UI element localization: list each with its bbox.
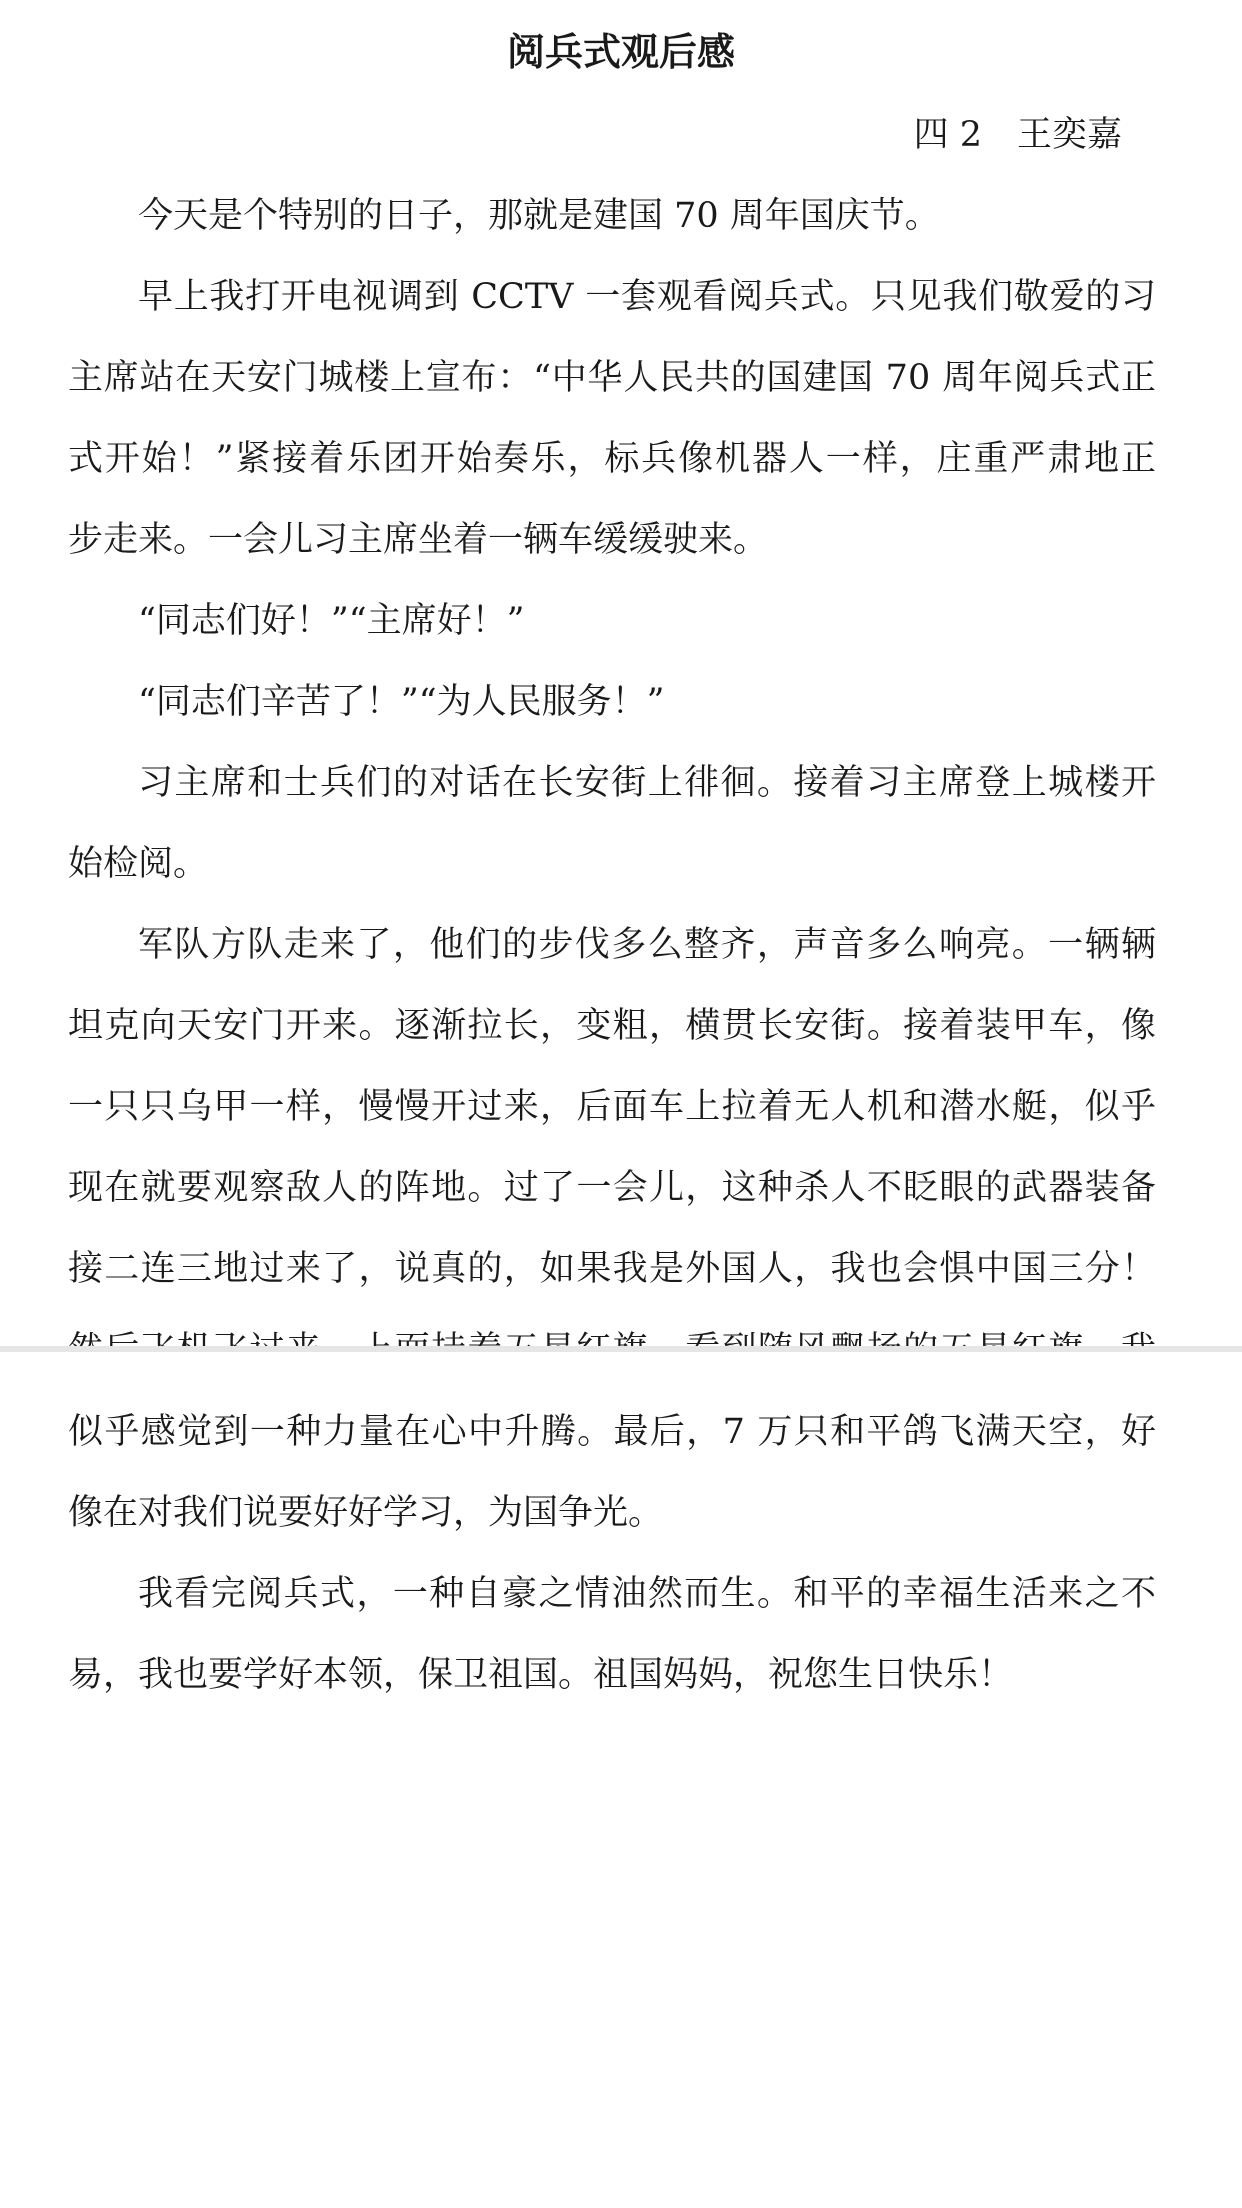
essay-body-page-2 [68, 1392, 1156, 1716]
text-line: 似乎感觉到一种力量在心中升腾。最后，7 万只和平鸽飞满天空，好 [68, 1412, 1156, 1452]
text-line: 今天是个特别的日子，那就是建国 70 周年国庆节。 [138, 196, 940, 236]
text-line: 一只只乌甲一样，慢慢开过来，后面车上拉着无人机和潜水艇，似乎 [68, 1087, 1156, 1127]
document-page-2 [0, 1352, 1242, 2208]
text-line: 习主席和士兵们的对话在长安街上徘徊。接着习主席登上城楼开 [138, 763, 1156, 803]
text-line: “同志们辛苦了！”“为人民服务！” [138, 682, 665, 722]
text-line: “同志们好！”“主席好！” [138, 601, 525, 641]
text-line: 我看完阅兵式，一种自豪之情油然而生。和平的幸福生活来之不 [138, 1574, 1156, 1614]
essay-body-page-1 [68, 176, 1156, 1391]
author-line: 四 2 王奕嘉 [913, 115, 1122, 155]
text-line: 易，我也要学好本领，保卫祖国。祖国妈妈，祝您生日快乐！ [68, 1655, 1014, 1695]
text-line: 步走来。一会儿习主席坐着一辆车缓缓驶来。 [68, 520, 769, 560]
text-line: 早上我打开电视调到 CCTV 一套观看阅兵式。只见我们敬爱的习 [138, 277, 1156, 317]
essay-title: 阅兵式观后感 [506, 30, 735, 74]
text-line: 坦克向天安门开来。逐渐拉长，变粗，横贯长安街。接着装甲车，像 [68, 1006, 1156, 1046]
text-line: 军队方队走来了，他们的步伐多么整齐，声音多么响亮。一辆辆 [138, 925, 1156, 965]
text-line: 式开始！”紧接着乐团开始奏乐，标兵像机器人一样，庄重严肃地正 [68, 439, 1156, 479]
text-line: 主席站在天安门城楼上宣布：“中华人民共的国建国 70 周年阅兵式正 [68, 358, 1156, 398]
text-line: 接二连三地过来了，说真的，如果我是外国人，我也会惧中国三分！ [68, 1249, 1156, 1289]
text-line: 始检阅。 [68, 844, 209, 884]
text-line: 像在对我们说要好好学习，为国争光。 [68, 1493, 664, 1533]
text-line: 现在就要观察敌人的阵地。过了一会儿，这种杀人不眨眼的武器装备 [68, 1168, 1156, 1208]
